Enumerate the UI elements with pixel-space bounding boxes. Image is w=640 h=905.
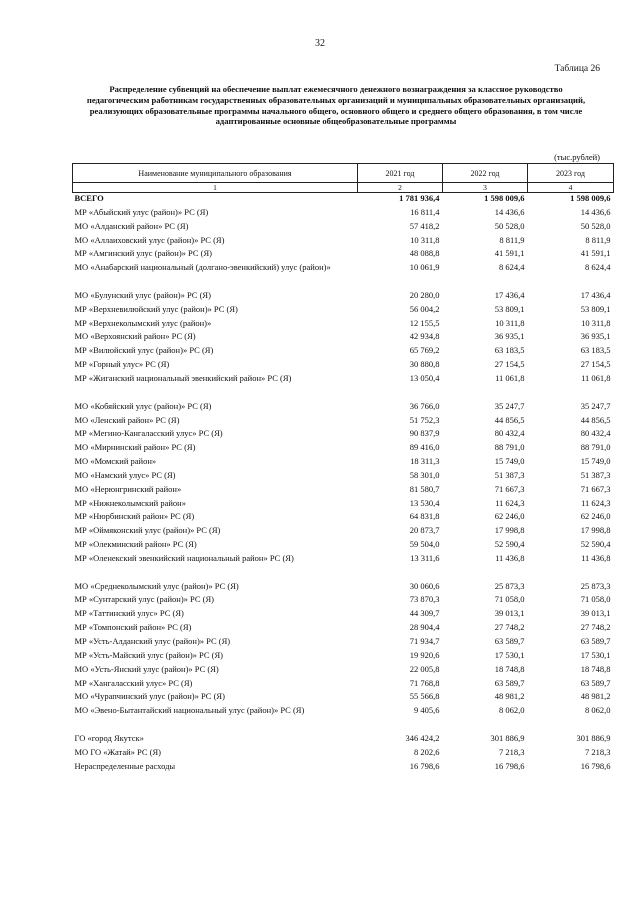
total-row <box>73 193 614 207</box>
table-row <box>73 415 614 429</box>
value-2022: 62 246,0 <box>494 511 525 522</box>
municipality-name: МР «Мегино-Кангаласский улус» РС (Я) <box>74 428 223 439</box>
value-2021: 55 566,8 <box>409 691 440 702</box>
municipality-name: МО «Ленский район» РС (Я) <box>74 414 180 425</box>
value-2022: 10 311,8 <box>495 317 525 328</box>
value-2022: 63 589,7 <box>494 677 525 688</box>
table-row <box>73 636 614 650</box>
municipality-name: МР «Амгинский улус (район)» РС (Я) <box>74 248 213 259</box>
table-row <box>73 608 614 622</box>
value-2023: 44 856,5 <box>580 414 611 425</box>
value-2022: 17 436,4 <box>494 289 525 300</box>
value-2021: 20 280,0 <box>409 289 440 300</box>
table-row <box>73 733 614 747</box>
value-2021: 51 752,3 <box>409 414 440 425</box>
value-2021: 59 504,0 <box>409 539 440 550</box>
table-row <box>73 553 614 567</box>
table-row <box>73 221 614 235</box>
municipality-name: МО «Алданский район» РС (Я) <box>74 220 189 231</box>
value-2021: 28 904,4 <box>409 622 440 633</box>
value-2021: 48 088,8 <box>409 248 440 259</box>
table-row <box>73 207 614 221</box>
table-row <box>73 401 614 415</box>
municipality-name: МО ГО «Жатай» РС (Я) <box>74 746 161 757</box>
value-2023: 39 013,1 <box>580 608 611 619</box>
value-2021: 81 580,7 <box>409 483 440 494</box>
value-2022: 50 528,0 <box>494 220 525 231</box>
value-2023: 11 061,8 <box>581 372 611 383</box>
table-row <box>73 470 614 484</box>
municipality-name: МО «Момский район» <box>74 456 157 467</box>
document-title: Распределение субвенций на обеспечение выплат ежемесячного денежного вознаграждения за классное руководство педагогическим работникам государственных образовательных организаций и муниципальных образовательных организаций, реализующих образовательные программы начального общего, основного общего и среднего общего образования, в том числе адаптированные основные общеобразовательные программы <box>86 84 586 127</box>
value-2021: 16 798,6 <box>409 760 440 771</box>
total-2021: 1 781 936,4 <box>399 193 440 203</box>
municipality-name: ГО «город Якутск» <box>74 732 144 743</box>
table-row <box>73 594 614 608</box>
header-2023: 2023 год <box>528 164 614 183</box>
table-row <box>73 484 614 498</box>
value-2021: 44 309,7 <box>409 608 440 619</box>
table-row <box>73 290 614 304</box>
value-2023: 15 749,0 <box>580 456 611 467</box>
value-2023: 63 589,7 <box>580 636 611 646</box>
value-2021: 10 311,8 <box>410 234 440 245</box>
value-2022: 16 798,6 <box>494 760 525 771</box>
value-2021: 71 934,7 <box>409 636 440 646</box>
value-2021: 8 202,6 <box>414 746 440 757</box>
value-2021: 58 301,0 <box>409 469 440 480</box>
table-row <box>73 650 614 664</box>
municipality-name: МР «Томпонский район» РС (Я) <box>74 622 192 633</box>
value-2023: 301 886,9 <box>576 732 611 743</box>
value-2023: 88 791,0 <box>580 442 611 453</box>
value-2022: 51 387,3 <box>494 469 525 480</box>
spacer-cell <box>528 387 614 401</box>
value-2023: 16 798,6 <box>580 760 611 771</box>
table-row <box>73 622 614 636</box>
value-2023: 17 998,8 <box>580 525 611 536</box>
table-row <box>73 428 614 442</box>
table-row <box>73 705 614 733</box>
value-2021: 20 873,7 <box>409 525 440 536</box>
municipality-name: МР «Верхнеколымский улус (район)» <box>74 317 212 328</box>
value-2023: 11 624,3 <box>581 497 611 508</box>
value-2022: 25 873,3 <box>494 580 525 591</box>
table-row <box>73 581 614 595</box>
value-2023: 63 589,7 <box>580 677 611 688</box>
municipality-name: МР «Сунтарский улус (район)» РС (Я) <box>74 594 215 605</box>
municipality-name: МО «Нерюнгринский район» <box>74 483 182 494</box>
header-row <box>73 164 614 183</box>
subsidy-table <box>72 163 614 774</box>
municipality-name: МР «Олекминский район» РС (Я) <box>74 539 197 550</box>
table-row <box>73 304 614 318</box>
spacer-cell <box>358 387 443 401</box>
table-row <box>73 664 614 678</box>
value-2022: 44 856,5 <box>494 414 525 425</box>
value-2021: 9 405,6 <box>414 705 440 716</box>
value-2023: 14 436,6 <box>580 206 611 217</box>
table-row <box>73 331 614 345</box>
value-2022: 53 809,1 <box>494 303 525 314</box>
value-2021: 22 005,8 <box>409 663 440 674</box>
value-2022: 15 749,0 <box>494 456 525 467</box>
value-2022: 48 981,2 <box>494 691 525 702</box>
value-2021: 30 060,6 <box>409 580 440 591</box>
municipality-name: МО «Булунский улус (район)» РС (Я) <box>74 289 211 300</box>
municipality-name: МР «Усть-Майский улус (район)» РС (Я) <box>74 649 223 660</box>
table-row <box>73 442 614 456</box>
value-2023: 53 809,1 <box>580 303 611 314</box>
spacer-cell <box>528 567 614 581</box>
value-2023: 25 873,3 <box>580 580 611 591</box>
total-label: ВСЕГО <box>74 193 104 203</box>
municipality-name: МО «Анабарский национальный (долгано-эвенкийский) улус (район)» <box>74 262 331 273</box>
value-2022: 35 247,7 <box>494 400 525 411</box>
value-2021: 12 155,5 <box>409 317 440 328</box>
municipality-name: Нераспределенные расходы <box>74 760 176 771</box>
value-2023: 10 311,8 <box>581 317 611 328</box>
value-2022: 63 589,7 <box>494 636 525 646</box>
value-2021: 16 811,4 <box>410 206 440 217</box>
value-2022: 80 432,4 <box>494 428 525 439</box>
header-name: Наименование муниципального образования <box>73 164 358 183</box>
value-2021: 57 418,2 <box>409 220 440 231</box>
table-row <box>73 761 614 775</box>
municipality-name: МР «Таттинский улус» РС (Я) <box>74 608 184 619</box>
value-2023: 63 183,5 <box>580 345 611 356</box>
value-2021: 13 050,4 <box>409 372 440 383</box>
value-2022: 63 183,5 <box>494 345 525 356</box>
value-2021: 36 766,0 <box>409 400 440 411</box>
value-2021: 89 416,0 <box>409 442 440 453</box>
municipality-name: МО «Усть-Янский улус (район)» РС (Я) <box>74 663 219 674</box>
value-2021: 56 004,2 <box>409 303 440 314</box>
value-2023: 71 058,0 <box>580 594 611 605</box>
value-2022: 36 935,1 <box>494 331 525 342</box>
spacer-row <box>73 567 614 581</box>
value-2023: 36 935,1 <box>580 331 611 342</box>
value-2021: 65 769,2 <box>409 345 440 356</box>
municipality-name: МО «Намский улус» РС (Я) <box>74 469 176 480</box>
value-2023: 62 246,0 <box>580 511 611 522</box>
value-2021: 30 880,8 <box>409 359 440 370</box>
municipality-name: МР «Оленекский эвенкийский национальный район» РС (Я) <box>74 552 294 563</box>
spacer-cell <box>443 387 528 401</box>
value-2023: 17 530,1 <box>580 649 611 660</box>
value-2022: 17 530,1 <box>494 649 525 660</box>
value-2023: 35 247,7 <box>580 400 611 411</box>
value-2022: 17 998,8 <box>494 525 525 536</box>
value-2023: 17 436,4 <box>580 289 611 300</box>
value-2022: 27 154,5 <box>494 359 525 370</box>
municipality-name: МО «Аллаиховский улус (район)» РС (Я) <box>74 234 225 245</box>
municipality-name: МР «Нюрбинский район» РС (Я) <box>74 511 195 522</box>
municipality-name: МР «Оймяконский улус (район)» РС (Я) <box>74 525 221 536</box>
value-2023: 52 590,4 <box>580 539 611 550</box>
value-2023: 18 748,8 <box>580 663 611 674</box>
value-2021: 42 934,8 <box>409 331 440 342</box>
value-2023: 80 432,4 <box>580 428 611 439</box>
municipality-name: МР «Абыйский улус (район)» РС (Я) <box>74 206 209 217</box>
table-row <box>73 498 614 512</box>
table-row <box>73 345 614 359</box>
value-2021: 13 530,4 <box>409 497 440 508</box>
value-2021: 71 768,8 <box>409 677 440 688</box>
value-2023: 27 154,5 <box>580 359 611 370</box>
value-2022: 14 436,6 <box>494 206 525 217</box>
table-row <box>73 691 614 705</box>
header-2022: 2022 год <box>443 164 528 183</box>
index-cell: 2 <box>358 183 443 193</box>
table-row <box>73 539 614 553</box>
municipality-name: МР «Жиганский национальный эвенкийский район» РС (Я) <box>74 372 292 383</box>
total-2023: 1 598 009,6 <box>570 193 611 203</box>
table-row <box>73 747 614 761</box>
value-2022: 39 013,1 <box>494 608 525 619</box>
value-2021: 90 837,9 <box>409 428 440 439</box>
total-2022: 1 598 009,6 <box>484 193 525 203</box>
value-2022: 7 218,3 <box>499 746 525 757</box>
value-2023: 8 811,9 <box>585 234 611 245</box>
value-2023: 8 062,0 <box>585 705 611 716</box>
municipality-name: МР «Верхневилюйский улус (район)» РС (Я) <box>74 303 238 314</box>
value-2023: 41 591,1 <box>580 248 611 259</box>
value-2021: 64 831,8 <box>409 511 440 522</box>
value-2022: 52 590,4 <box>494 539 525 550</box>
value-2023: 7 218,3 <box>585 746 611 757</box>
municipality-name: МО «Кобяйский улус (район)» РС (Я) <box>74 400 212 411</box>
value-2022: 27 748,2 <box>494 622 525 633</box>
value-2022: 41 591,1 <box>494 248 525 259</box>
header-2021: 2021 год <box>358 164 443 183</box>
value-2022: 71 667,3 <box>494 483 525 494</box>
value-2022: 8 811,9 <box>499 234 525 245</box>
units-label: (тыс.рублей) <box>554 152 600 162</box>
value-2021: 346 424,2 <box>405 732 440 743</box>
table-row <box>73 262 614 290</box>
value-2023: 51 387,3 <box>580 469 611 480</box>
value-2022: 11 436,8 <box>495 552 525 563</box>
value-2023: 27 748,2 <box>580 622 611 633</box>
value-2021: 19 920,6 <box>409 649 440 660</box>
municipality-name: МО «Чурапчинский улус (район)» РС (Я) <box>74 691 225 702</box>
municipality-name: МР «Усть-Алданский улус (район)» РС (Я) <box>74 636 231 646</box>
value-2023: 11 436,8 <box>581 552 611 563</box>
table-row <box>73 678 614 692</box>
table-row <box>73 318 614 332</box>
spacer-row <box>73 387 614 401</box>
value-2022: 8 062,0 <box>499 705 525 716</box>
value-2021: 73 870,3 <box>409 594 440 605</box>
index-cell: 1 <box>73 183 358 193</box>
value-2022: 88 791,0 <box>494 442 525 453</box>
value-2023: 71 667,3 <box>580 483 611 494</box>
value-2022: 11 624,3 <box>495 497 525 508</box>
table-row <box>73 373 614 387</box>
index-row <box>73 183 614 193</box>
municipality-name: МО «Мирнинский район» РС (Я) <box>74 442 196 453</box>
value-2021: 18 311,3 <box>410 456 440 467</box>
value-2022: 18 748,8 <box>494 663 525 674</box>
spacer-cell <box>73 387 358 401</box>
table-row <box>73 525 614 539</box>
table-row <box>73 359 614 373</box>
municipality-name: МР «Горный улус» РС (Я) <box>74 359 170 370</box>
value-2022: 8 624,4 <box>499 262 525 273</box>
spacer-cell <box>443 567 528 581</box>
table-row <box>73 248 614 262</box>
value-2022: 301 886,9 <box>490 732 525 743</box>
municipality-name: МР «Нижнеколымский район» <box>74 497 186 508</box>
value-2023: 8 624,4 <box>585 262 611 273</box>
municipality-name: МР «Вилюйский улус (район)» РС (Я) <box>74 345 214 356</box>
spacer-cell <box>73 567 358 581</box>
table-row <box>73 511 614 525</box>
value-2023: 48 981,2 <box>580 691 611 702</box>
value-2022: 11 061,8 <box>495 372 525 383</box>
value-2023: 50 528,0 <box>580 220 611 231</box>
table-row <box>73 235 614 249</box>
municipality-name: МО «Эвено-Бытантайский национальный улус (район)» РС (Я) <box>74 705 305 716</box>
value-2021: 10 061,9 <box>409 262 440 273</box>
value-2022: 71 058,0 <box>494 594 525 605</box>
table-label: Таблица 26 <box>554 64 600 74</box>
page-number: 32 <box>315 38 325 49</box>
municipality-name: МР «Хангаласский улус» РС (Я) <box>74 677 193 688</box>
spacer-cell <box>358 567 443 581</box>
index-cell: 4 <box>528 183 614 193</box>
value-2021: 13 311,6 <box>410 552 440 563</box>
table-row <box>73 456 614 470</box>
index-cell: 3 <box>443 183 528 193</box>
municipality-name: МО «Верхоянский район» РС (Я) <box>74 331 196 342</box>
municipality-name: МО «Среднеколымский улус (район)» РС (Я) <box>74 580 239 591</box>
